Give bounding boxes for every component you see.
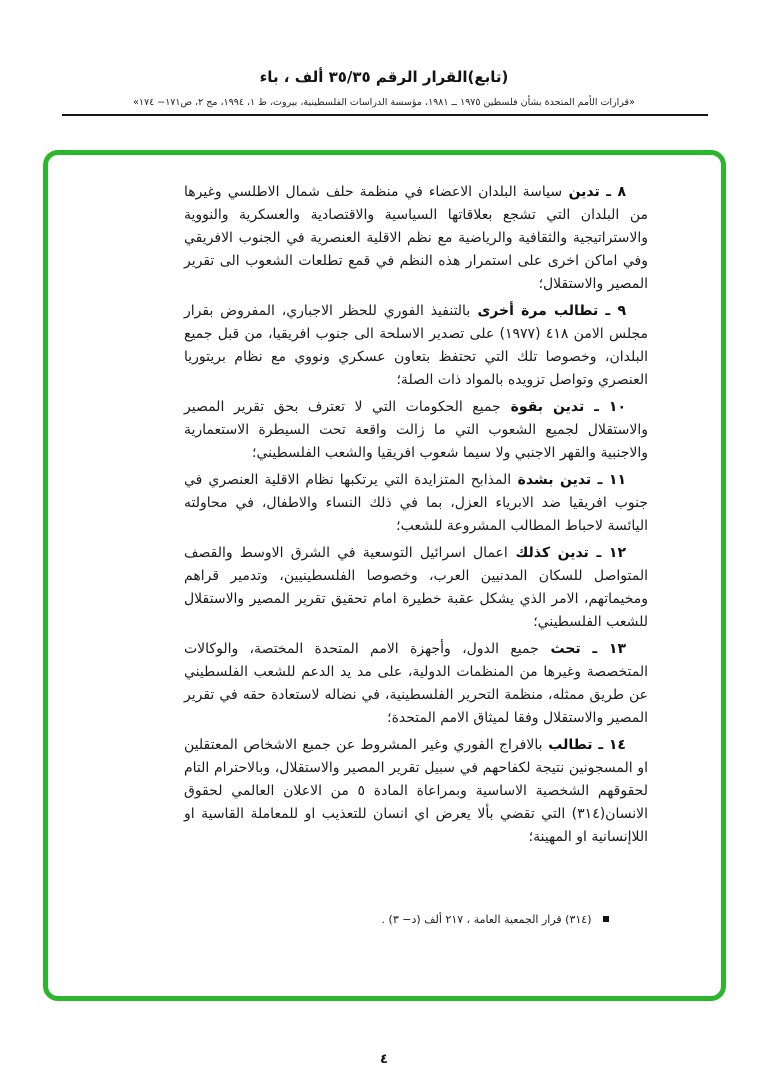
- resolution-paragraph: [184, 469, 648, 538]
- paragraph-body: المذابح المتزايدة التي يرتكبها نظام الاقلية العنصري في جنوب افريقيا ضد الابرياء العزل، بما في ذلك النساء والاطفال، في محاولته اليائسة لاحباط المطالب المشروعة للشعب؛: [184, 472, 648, 534]
- document-title: (تابع)القرار الرقم ٣٥/٣٥ ألف ، باء: [259, 68, 509, 86]
- paragraph-body: جميع الحكومات التي لا تعترف بحق تقرير المصير والاستقلال لجميع الشعوب التي ما زالت واقعة تحت السيطرة الاستعمارية والاجنبية والقهر الاجنبي ولا سيما شعوب افريقيا والشعب الفلسطيني؛: [184, 399, 648, 461]
- header-divider: [62, 114, 708, 116]
- paragraph-lead: ٨ ـ تدين: [562, 184, 627, 200]
- content-frame: [43, 150, 726, 1001]
- paragraph-lead: ١٣ ـ تحث: [538, 641, 627, 657]
- paragraph-lead: ٩ ـ تطالب مرة أخرى: [470, 303, 626, 319]
- paragraph-lead: ١٠ ـ تدين بقوة: [500, 399, 626, 415]
- footnote: [382, 913, 609, 926]
- resolution-paragraph: [184, 638, 648, 730]
- resolution-paragraph: [184, 300, 648, 392]
- paragraph-body: بالافراج الفوري وغير المشروط عن جميع الاشخاص المعتقلين او المسجونين نتيجة لكفاحهم في سبيل تقرير المصير والاستقلال، وبالاحترام التام لحقوقهم الشخصية الاساسية وبمراعاة المادة ٥ من الاعلان العالمي لحقوق الانسان(٣١٤) التي تقضي بألا يعرض اي انسان للتعذيب او للمعاملة القاسية او اللاإنسانية او المهينة؛: [184, 737, 648, 845]
- paragraph-lead: ١٢ ـ تدين كذلك: [507, 545, 626, 561]
- resolution-paragraph: [184, 734, 648, 849]
- resolution-paragraph: [184, 181, 648, 296]
- paragraph-body: اعمال اسرائيل التوسعية في الشرق الاوسط والقصف المتواصل للسكان المدنيين العرب، وخصوصا الفلسطينيين، وتدمير قراهم ومخيماتهم، الامر الذي يشكل عقبة خطيرة امام تحقيق تقرير المصير والاستقلال للشعب الفلسطيني؛: [184, 545, 648, 630]
- paragraph-lead: ١٤ ـ تطالب: [542, 737, 626, 753]
- paragraph-body: بالتنفيذ الفوري للحظر الاجباري، المفروض بقرار مجلس الامن ٤١٨ (١٩٧٧) على تصدير الاسلحة الى جنوب افريقيا، من قبل جميع البلدان، وخصوصا تلك التي تحتفظ بتعاون عسكري ونووي مع نظام بريتوريا العنصري وتواصل تزويده بالمواد ذات الصلة؛: [184, 303, 648, 388]
- resolution-text-block: [184, 181, 648, 853]
- paragraph-body: سياسة البلدان الاعضاء في منظمة حلف شمال الاطلسي وغيرها من البلدان التي تشجع بعلاقاتها السياسية والاقتصادية والعسكرية والنووية والاستراتيجية والثقافية والرياضية مع نظم الاقلية العنصرية في الجنوب الافريقي وفي اماكن اخرى على استمرار هذه النظم في قمع تطلعات الشعوب الى تقرير المصير والاستقلال؛: [184, 184, 648, 292]
- paragraph-body: جميع الدول، وأجهزة الامم المتحدة المختصة، والوكالات المتخصصة وغيرها من المنظمات الدولية، على مد يد الدعم للشعب الفلسطيني عن طريق ممثله، منظمة التحرير الفلسطينية، في نضاله لاستعادة حقه في تقرير المصير والاستقلال وفقا لميثاق الامم المتحدة؛: [184, 641, 648, 726]
- resolution-paragraph: [184, 542, 648, 634]
- paragraph-lead: ١١ ـ تدين بشدة: [511, 472, 627, 488]
- source-citation: «قرارات الأمم المتحدة بشأن فلسطين ١٩٧٥ ــ ١٩٨١، مؤسسة الدراسات الفلسطينية، بيروت، ط ١، ١٩٩٤، مج ٢، ص١٧١− ١٧٤»: [133, 97, 635, 108]
- resolution-paragraph: [184, 396, 648, 465]
- footnote-text: (٣١٤) قرار الجمعية العامة ، ٢١٧ ألف (د− ٣) .: [381, 913, 592, 926]
- page-number: ٤: [380, 1052, 388, 1067]
- footnote-square-icon: [603, 916, 609, 922]
